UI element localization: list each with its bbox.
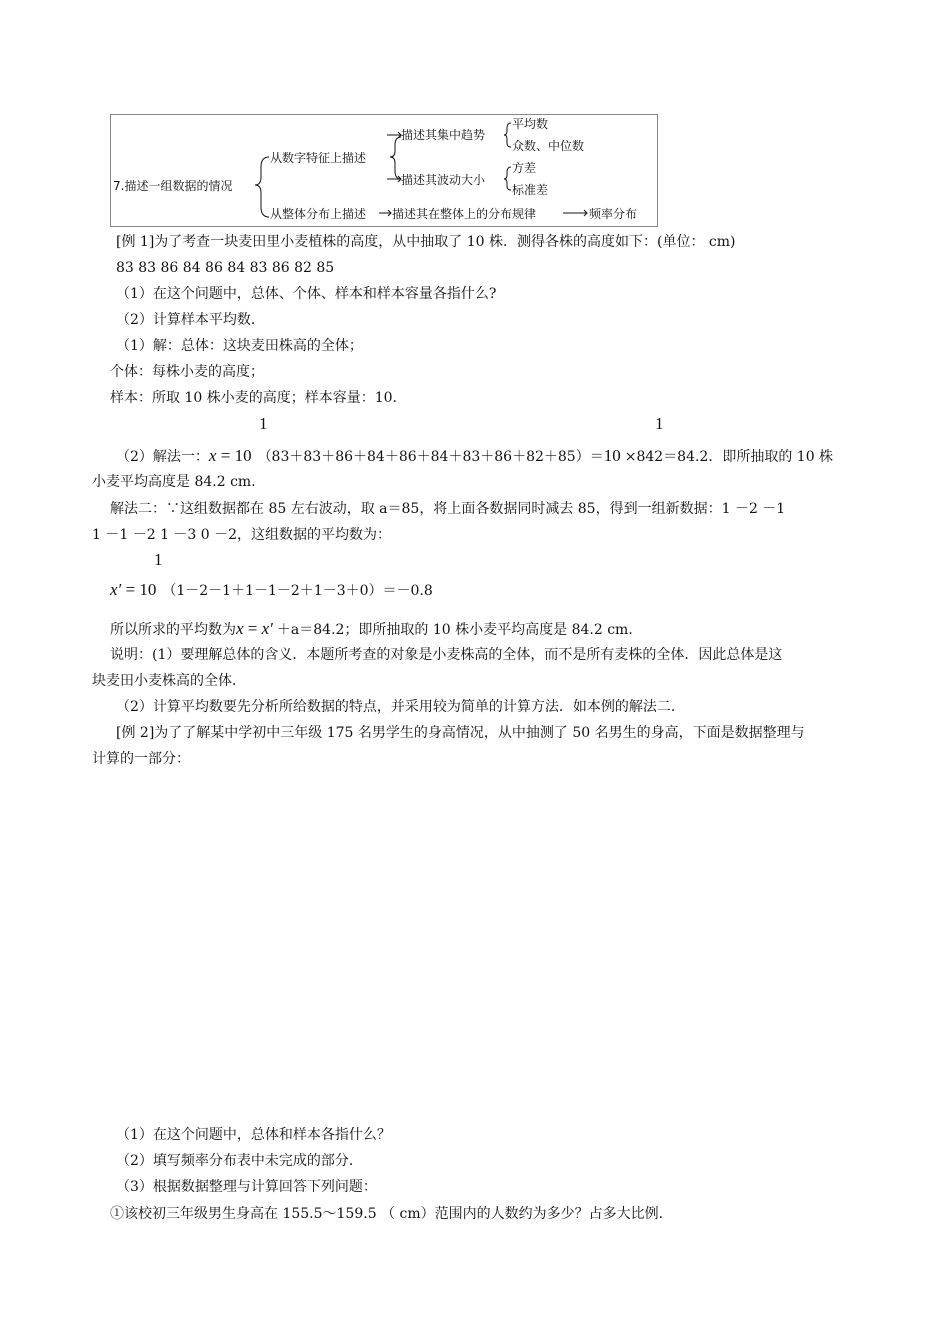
diagram-frequency-distribution: 频率分布 bbox=[589, 207, 638, 221]
equals-sign: = bbox=[220, 446, 231, 465]
example2-intro: [例 2]为了了解某中学初中三年级 175 名男学生的身高情况，从中抽测了 50 名男生的身高，下面是数据整理与 bbox=[116, 725, 805, 741]
example1-question1: （1）在这个问题中，总体、个体、样本和样本容量各指什么? bbox=[116, 286, 497, 302]
note2: （2）计算平均数要先分析所给数据的特点，并采用较为简单的计算方法．如本例的解法二． bbox=[116, 699, 685, 715]
fraction-denominator: 10 bbox=[139, 580, 157, 599]
method2-line1: 解法二：∵这组数据都在 85 左右波动，取 a＝85，将上面各数据同时减去 85，得到一组新数据：1 －2 －1 bbox=[110, 501, 786, 517]
example1-answer1: （1）解：总体：这块麦田株高的全体； bbox=[116, 338, 363, 354]
diagram-root: 7.描述一组数据的情况 bbox=[113, 179, 233, 193]
example2-question3: （3）根据数据整理与计算回答下列问题： bbox=[116, 1179, 377, 1195]
mean-symbol: x bbox=[208, 446, 217, 465]
example1-sample: 样本：所取 10 株小麦的高度；样本容量：10． bbox=[110, 390, 407, 406]
diagram-branch-numeric: 从数字特征上描述 bbox=[270, 151, 367, 165]
diagram-leaf-variance: 方差 bbox=[512, 161, 537, 175]
diagram-central-tendency: 描述其集中趋势 bbox=[401, 128, 486, 142]
method2-sum: （1－2－1＋1－1－2＋1－3＋0）＝－0.8 bbox=[162, 583, 433, 599]
conclusion-suffix: ＋a＝84.2；即所抽取的 10 株小麦平均高度是 84.2 cm． bbox=[276, 622, 643, 638]
diagram-distribution-rule: 描述其在整体上的分布规律 bbox=[392, 207, 537, 221]
diagram-leaf-std: 标准差 bbox=[512, 183, 549, 197]
equals-sign: = bbox=[247, 619, 258, 638]
method2-mean-line bbox=[110, 581, 433, 600]
method1-line bbox=[116, 447, 833, 466]
fraction-denominator: 10 bbox=[603, 446, 621, 465]
example2-question3a: ①该校初三年级男生身高在 155.5～159.5 （ cm）范围内的人数约为多少？占多大比例． bbox=[110, 1206, 673, 1222]
conclusion-line bbox=[110, 620, 642, 639]
fraction-denominator: 10 bbox=[234, 446, 252, 465]
shifted-mean-symbol: x′ bbox=[110, 580, 122, 599]
method2-line2: 1 －1 －2 1 －3 0 －2，这组数据的平均数为： bbox=[92, 527, 392, 543]
example1-individual: 个体：每株小麦的高度； bbox=[110, 364, 264, 380]
diagram-leaf-mode-median: 众数、中位数 bbox=[512, 139, 585, 153]
diagram-branch-distribution: 从整体分布上描述 bbox=[270, 207, 367, 221]
note1-continuation: 块麦田小麦株高的全体． bbox=[92, 673, 246, 689]
diagram-braces bbox=[111, 115, 657, 226]
example1-data: 83 83 86 84 86 84 83 86 82 85 bbox=[116, 260, 335, 276]
method1-sum: （83＋83＋86＋84＋86＋84＋83＋86＋82＋85）＝ bbox=[257, 449, 604, 465]
example2-intro-continuation: 计算的一部分： bbox=[92, 751, 190, 767]
conclusion-prefix: 所以所求的平均数为 bbox=[110, 622, 236, 638]
shifted-mean-symbol: x′ bbox=[261, 619, 273, 638]
fraction-numerator: 1 bbox=[655, 414, 664, 433]
diagram-leaf-mean: 平均数 bbox=[512, 117, 549, 131]
method1-continuation: 小麦平均高度是 84.2 cm． bbox=[92, 474, 266, 490]
data-description-diagram bbox=[110, 114, 658, 227]
method1-result: ×842＝84.2．即所抽取的 10 株 bbox=[624, 449, 834, 465]
fraction-numerator: 1 bbox=[259, 414, 268, 433]
fraction-numerator: 1 bbox=[154, 550, 163, 569]
diagram-dispersion: 描述其波动大小 bbox=[401, 173, 486, 187]
equals-sign: = bbox=[125, 580, 136, 599]
example2-question2: （2）填写频率分布表中未完成的部分． bbox=[116, 1153, 363, 1169]
note1: 说明：(1）要理解总体的含义．本题所考查的对象是小麦株高的全体，而不是所有麦株的全体．因此总体是这 bbox=[110, 647, 783, 663]
example1-question2: （2）计算样本平均数． bbox=[116, 312, 265, 328]
mean-symbol: x bbox=[236, 619, 244, 638]
example2-question1: （1）在这个问题中，总体和样本各指什么？ bbox=[116, 1127, 391, 1143]
method1-label: （2）解法一： bbox=[116, 449, 209, 465]
example1-intro: [例 1]为了考查一块麦田里小麦植株的高度，从中抽取了 10 株．测得各株的高度如下：(单位： cm) bbox=[116, 234, 736, 250]
